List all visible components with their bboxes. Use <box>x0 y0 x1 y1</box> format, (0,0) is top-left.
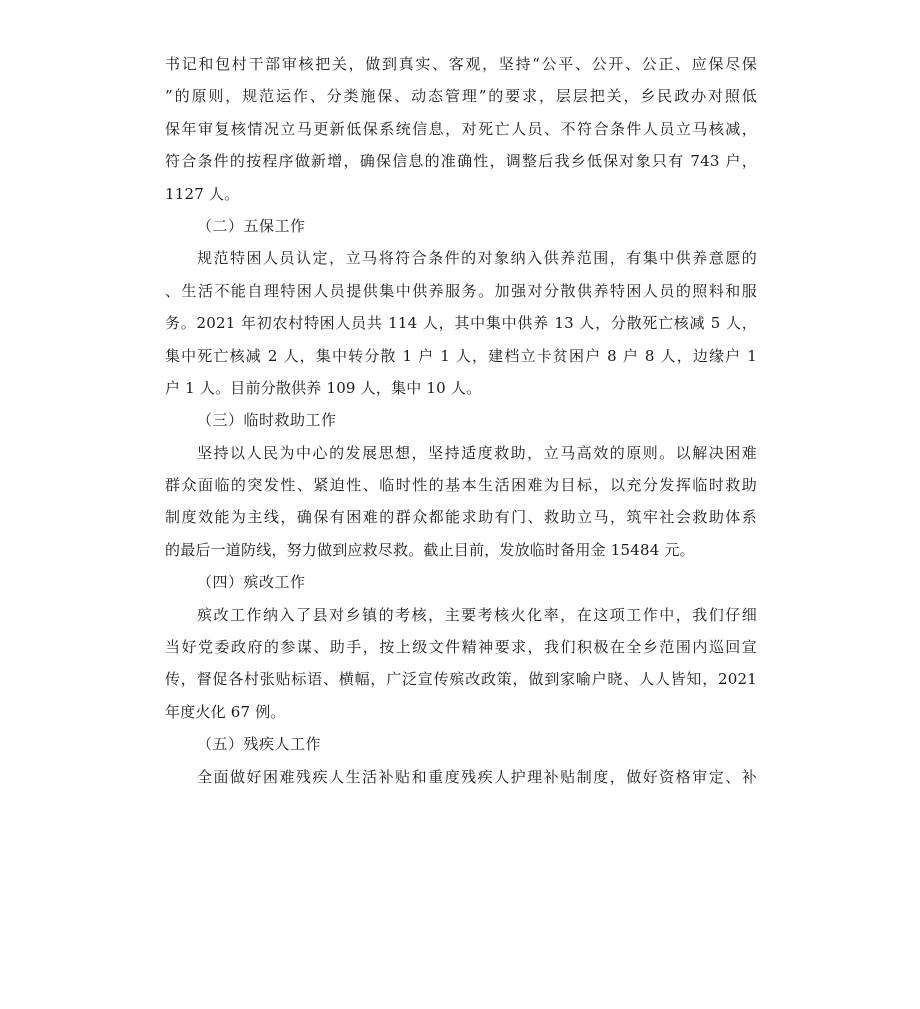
paragraph-dibao-intro <box>165 48 757 210</box>
section-heading-disability: （五）残疾人工作 <box>197 735 322 754</box>
text-line: 年度火化 67 例。 <box>165 702 286 721</box>
text-line: 务。2021 年初农村特困人员共 114 人，其中集中供养 13 人，分散死亡核减 5 人， <box>165 314 757 333</box>
text-line: ”的原则，规范运作、分类施保、动态管理”的要求，层层把关，乡民政办对照低 <box>165 87 757 106</box>
section-heading-funeral-reform: （四）殡改工作 <box>197 573 306 592</box>
text-line: 的最后一道防线，努力做到应救尽救。截止目前，发放临时备用金 15484 元。 <box>165 540 695 559</box>
section-heading-temporary-relief: （三）临时救助工作 <box>197 411 337 430</box>
text-line: 制度效能为主线，确保有困难的群众都能求助有门、救助立马，筑牢社会救助体系 <box>165 508 757 527</box>
paragraph-wubao <box>165 242 757 404</box>
text-line: 传，督促各村张贴标语、横幅，广泛宣传殡改政策，做到家喻户晓、人人皆知，2021 <box>165 670 757 689</box>
text-line: 坚持以人民为中心的发展思想，坚持适度救助，立马高效的原则。以解决困难 <box>197 443 757 462</box>
section-heading-wubao: （二）五保工作 <box>197 216 306 235</box>
text-line: 1127 人。 <box>165 184 240 203</box>
text-line: 殡改工作纳入了县对乡镇的考核，主要考核火化率，在这项工作中，我们仔细 <box>197 605 757 624</box>
text-line: 、生活不能自理特困人员提供集中供养服务。加强对分散供养特困人员的照料和服 <box>165 281 757 300</box>
text-line: 群众面临的突发性、紧迫性、临时性的基本生活困难为目标，以充分发挥临时救助 <box>165 476 757 495</box>
paragraph-temporary-relief <box>165 437 757 567</box>
document-body <box>165 48 757 793</box>
text-line: 规范特困人员认定，立马将符合条件的对象纳入供养范围，有集中供养意愿的 <box>197 249 757 268</box>
paragraph-funeral-reform <box>165 599 757 729</box>
text-line: 户 1 人。目前分散供养 109 人，集中 10 人。 <box>165 378 482 397</box>
paragraph-disability <box>165 761 757 793</box>
text-line: 集中死亡核减 2 人，集中转分散 1 户 1 人，建档立卡贫困户 8 户 8 人，边缘户 1 <box>165 346 757 365</box>
text-line: 符合条件的按程序做新增，确保信息的准确性，调整后我乡低保对象只有 743 户， <box>165 152 757 171</box>
text-line: 当好党委政府的参谋、助手，按上级文件精神要求，我们积极在全乡范围内巡回宣 <box>165 638 757 657</box>
text-line: 全面做好困难残疾人生活补贴和重度残疾人护理补贴制度，做好资格审定、补 <box>197 767 757 786</box>
text-line: 书记和包村干部审核把关，做到真实、客观，坚持“公平、公开、公正、应保尽保 <box>165 55 757 73</box>
text-line: 保年审复核情况立马更新低保系统信息，对死亡人员、不符合条件人员立马核减， <box>165 119 757 138</box>
